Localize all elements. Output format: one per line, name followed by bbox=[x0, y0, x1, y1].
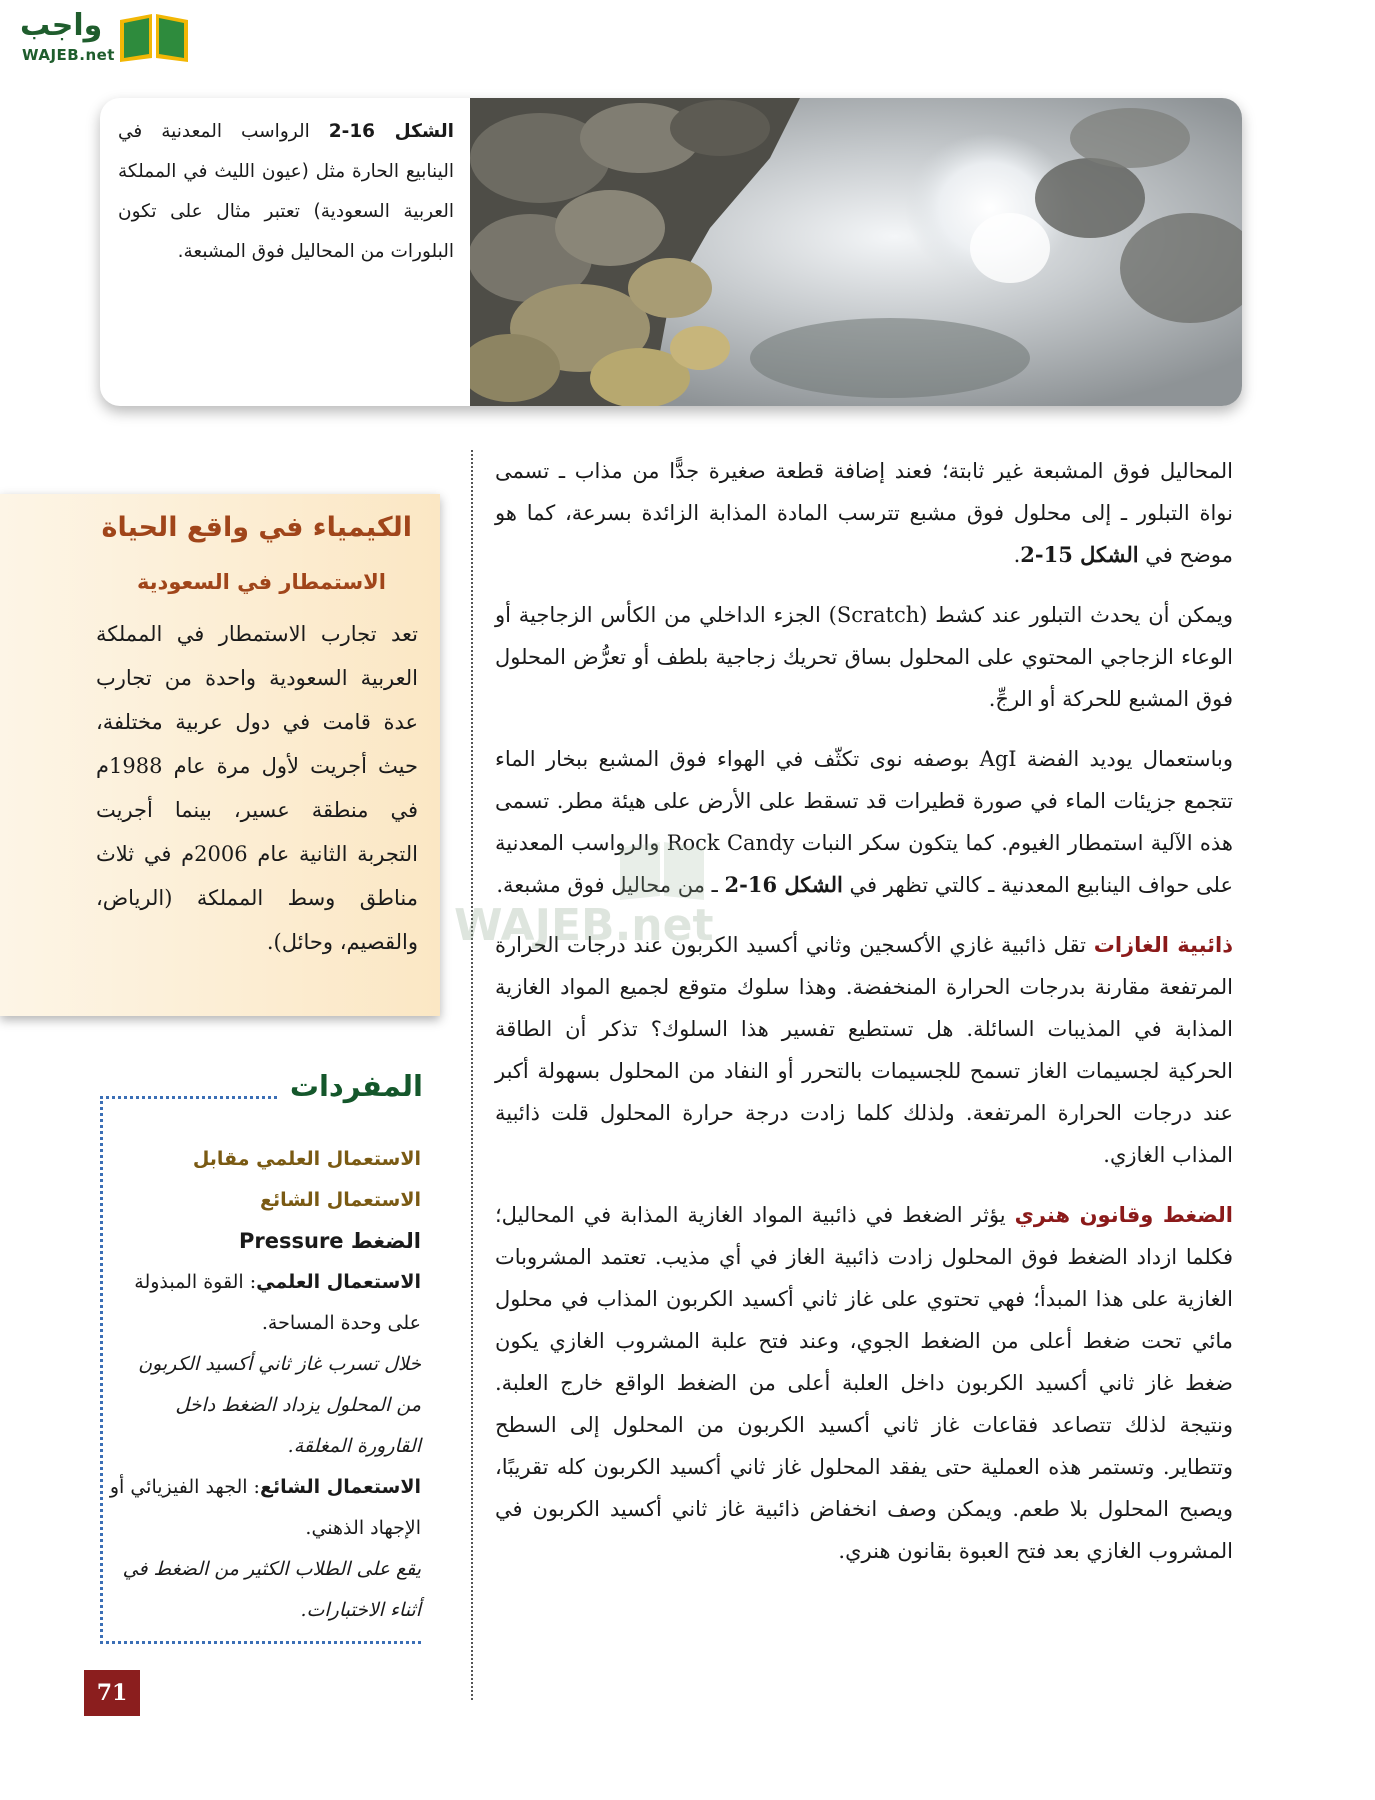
figure-caption bbox=[118, 112, 454, 272]
figure-card bbox=[100, 98, 1242, 406]
vocab-scientific-def: الاستعمال العلمي: القوة المبذولة على وحدة المساحة. bbox=[134, 1271, 421, 1334]
vocab-title: المفردات bbox=[280, 1069, 423, 1103]
vocab-heading-2: الاستعمال الشائع bbox=[259, 1189, 421, 1211]
vocab-term: الضغط Pressure bbox=[239, 1229, 421, 1253]
logo-word: واجب bbox=[20, 8, 103, 43]
wajeb-logo bbox=[12, 6, 192, 66]
figure-label: الشكل 16-2 bbox=[328, 121, 455, 142]
vocab-content bbox=[109, 1139, 421, 1631]
vocab-heading-1: الاستعمال العلمي مقابل bbox=[192, 1148, 421, 1170]
sidebar-title: الكيمياء في واقع الحياة bbox=[101, 512, 412, 543]
sidebar-subtitle: الاستمطار في السعودية bbox=[136, 570, 386, 594]
vocab-scientific-example: خلال تسرب غاز ثاني أكسيد الكربون من المحلول يزداد الضغط داخل القارورة المغلقة. bbox=[138, 1353, 421, 1457]
main-text-column bbox=[495, 450, 1233, 1590]
sidebar-text: تعد تجارب الاستمطار في المملكة العربية السعودية واحدة من تجارب عدة قامت في دول عربية مختلفة، حيث أجريت لأول مرة عام 1988م في منطقة عسير، بينما أجريت التجربة الثانية عام 2006م في ثلاث مناطق وسط المملكة (الرياض، والقصيم، وحائل). bbox=[96, 622, 418, 954]
page-number: 71 bbox=[84, 1670, 140, 1716]
paragraph-cloud-seeding: وباستعمال يوديد الفضة AgI بوصفه نوى تكثّف في الهواء فوق المشبع ببخار الماء تتجمع جزيئات الماء في صورة قطيرات قد تسقط على الأرض على هيئة مطر. تسمى هذه الآلية استمطار الغيوم. كما يتكون سكر النبات Rock Candy والرواسب المعدنية على حواف الينابيع المعدنية ـ كالتي تظهر في الشكل 16-2 ـ من محاليل فوق مشبعة. bbox=[495, 747, 1233, 897]
figure-reference: الشكل 16-2 bbox=[724, 872, 843, 897]
vocabulary-box bbox=[100, 1069, 423, 1644]
hot-spring-photo bbox=[470, 98, 1242, 406]
book-icon bbox=[116, 8, 192, 64]
logo-domain: WAJEB.net bbox=[22, 46, 115, 64]
vocab-common-def: الاستعمال الشائع: الجهد الفيزيائي أو الإجهاد الذهني. bbox=[109, 1476, 421, 1539]
column-divider bbox=[471, 450, 473, 1700]
paragraph-scratch: ويمكن أن يحدث التبلور عند كشط (Scratch) الجزء الداخلي من الكأس الزجاجية أو الوعاء الزجاجي المحتوي على المحلول بساق تحريك زجاجية بلطف أو تعرُّض المحلول فوق المشبع للحركة أو الرجِّ. bbox=[495, 603, 1233, 711]
vocab-common-example: يقع على الطلاب الكثير من الضغط في أثناء الاختبارات. bbox=[122, 1558, 421, 1621]
chemistry-in-life-box bbox=[0, 494, 440, 1016]
paragraph-henrys-law: الضغط وقانون هنري يؤثر الضغط في ذائبية المواد الغازية المذابة في المحاليل؛ فكلما ازداد الضغط فوق المحلول زادت ذائبية الغاز في أي مذيب. تعتمد المشروبات الغازية على هذا المبدأ؛ فهي تحتوي على غاز ثاني أكسيد الكربون المذاب في محلول مائي تحت ضغط أعلى من الضغط الجوي، وعند فتح علبة المشروب الغازي يكون ضغط غاز ثاني أكسيد الكربون داخل العلبة أعلى من الضغط الواقع خارج العلبة. ونتيجة لذلك تتصاعد فقاعات غاز ثاني أكسيد الكربون من المحلول إلى السطح وتتطاير. وتستمر هذه العملية حتى يفقد المحلول غاز ثاني أكسيد الكربون كله تقريبًا، ويصبح المحلول بلا طعم. ويمكن وصف انخفاض ذائبية غاز ثاني أكسيد الكربون في المشروب الغازي بعد فتح العبوة بقانون هنري. bbox=[495, 1203, 1233, 1563]
keyword-henrys-law: الضغط وقانون هنري bbox=[1014, 1203, 1233, 1227]
keyword-gas-solubility: ذائبية الغازات bbox=[1093, 933, 1233, 957]
figure-reference: الشكل 15-2 bbox=[1020, 542, 1139, 567]
figure-caption-text: الرواسب المعدنية في الينابيع الحارة مثل (عيون الليث في المملكة العربية السعودية) تعتبر مثال على تكون البلورات من المحاليل فوق المشبعة. bbox=[118, 121, 454, 262]
watermark-text: WAJEB.net bbox=[454, 900, 714, 951]
paragraph-gas-solubility: ذائبية الغازات تقل ذائبية غازي الأكسجين وثاني أكسيد الكربون عند درجات الحرارة المرتفعة مقارنة بدرجات الحرارة المنخفضة. وهذا سلوك متوقع لجميع المواد الغازية المذابة في المذيبات السائلة. هل تستطيع تفسير هذا السلوك؟ تذكر أن الطاقة الحركية لجسيمات الغاز تسمح للجسيمات بالتحرر أو النفاد من المحلول بسهولة أكبر عند درجات الحرارة المرتفعة. ولذلك كلما زادت درجة حرارة المحلول قلت ذائبية المذاب الغازي. bbox=[495, 933, 1233, 1167]
paragraph-supersaturated: المحاليل فوق المشبعة غير ثابتة؛ فعند إضافة قطعة صغيرة جدًّا من مذاب ـ تسمى نواة التبلور ـ إلى محلول فوق مشبع تترسب المادة المذابة الزائدة بسرعة، كما هو موضح في الشكل 15-2. bbox=[495, 459, 1233, 567]
